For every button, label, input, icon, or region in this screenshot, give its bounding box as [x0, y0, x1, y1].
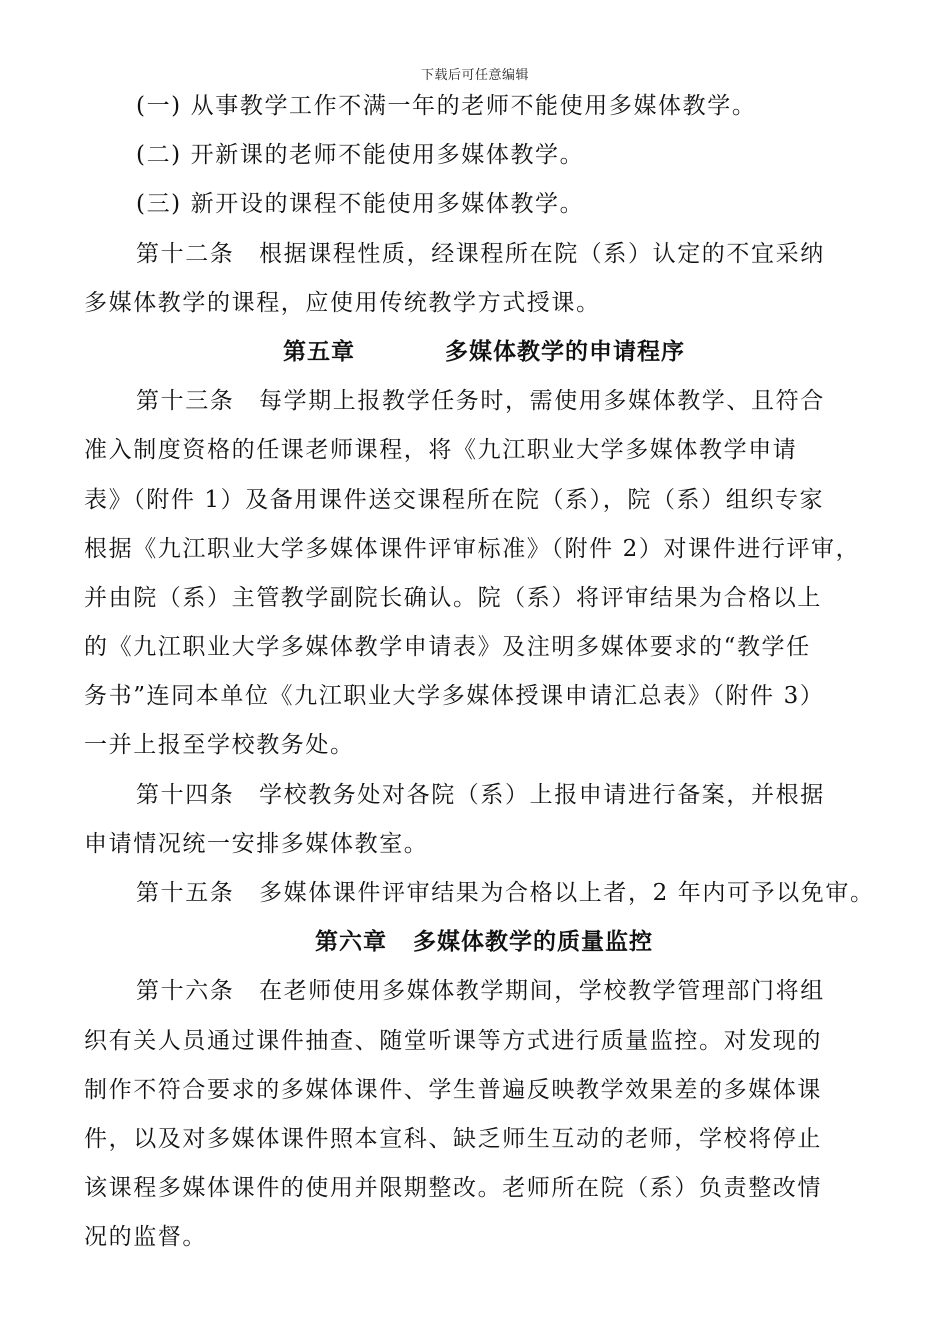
article-13-line: 一并上报至学校教务处。: [84, 732, 355, 759]
article-16-line: 件，以及对多媒体课件照本宣科、缺乏师生互动的老师，学校将停止: [84, 1125, 822, 1152]
article-16-line: 第十六条 在老师使用多媒体教学期间，学校教学管理部门将组: [136, 978, 825, 1005]
article-13-line: 的《九江职业大学多媒体教学申请表》及注明多媒体要求的“教学任: [84, 634, 811, 661]
chapter-6-title: 多媒体教学的质量监控: [413, 929, 653, 956]
chapter-5-title: 多媒体教学的申请程序: [445, 338, 685, 365]
chapter-6-number: 第六章: [315, 929, 387, 956]
article-16-line: 制作不符合要求的多媒体课件、学生普遍反映教学效果差的多媒体课: [84, 1076, 822, 1103]
clause-2: (二) 开新课的老师不能使用多媒体教学。: [136, 142, 585, 169]
article-13-line: 并由院（系）主管教学副院长确认。院（系）将评审结果为合格以上: [84, 584, 822, 611]
article-13-line: 根据《九江职业大学多媒体课件评审标准》（附件 2）对课件进行评审，: [84, 535, 861, 562]
article-13-line: 准入制度资格的任课老师课程，将《九江职业大学多媒体教学申请: [84, 437, 798, 464]
article-13-line: 第十三条 每学期上报教学任务时，需使用多媒体教学、且符合: [136, 388, 825, 415]
chapter-5-number: 第五章: [283, 338, 355, 365]
article-14-line: 第十四条 学校教务处对各院（系）上报申请进行备案，并根据: [136, 781, 825, 808]
chapter-6-heading: [84, 918, 884, 967]
clause-3: (三) 新开设的课程不能使用多媒体教学。: [136, 191, 585, 218]
article-16-line: 该课程多媒体课件的使用并限期整改。老师所在院（系）负责整改情: [84, 1175, 822, 1202]
article-16-line: 况的监督。: [84, 1224, 207, 1251]
page-header: 下载后可任意编辑: [420, 68, 529, 83]
article-12-line: 多媒体教学的课程，应使用传统教学方式授课。: [84, 289, 601, 316]
article-13-line: 表》（附件 1）及备用课件送交课程所在院（系），院（系）组织专家: [84, 486, 825, 513]
document-body: [84, 82, 884, 1263]
article-15-line: 第十五条 多媒体课件评审结果为合格以上者，2 年内可予以免审。: [136, 880, 875, 906]
chapter-5-heading: [84, 328, 884, 377]
article-16-line: 织有关人员通过课件抽查、随堂听课等方式进行质量监控。对发现的: [84, 1027, 822, 1054]
clause-1: (一) 从事教学工作不满一年的老师不能使用多媒体教学。: [136, 93, 757, 119]
article-12-line: 第十二条 根据课程性质，经课程所在院（系）认定的不宜采纳: [136, 240, 825, 267]
article-14-line: 申请情况统一安排多媒体教室。: [84, 830, 429, 857]
article-13-line: 务书”连同本单位《九江职业大学多媒体授课申请汇总表》（附件 3）: [84, 683, 825, 710]
